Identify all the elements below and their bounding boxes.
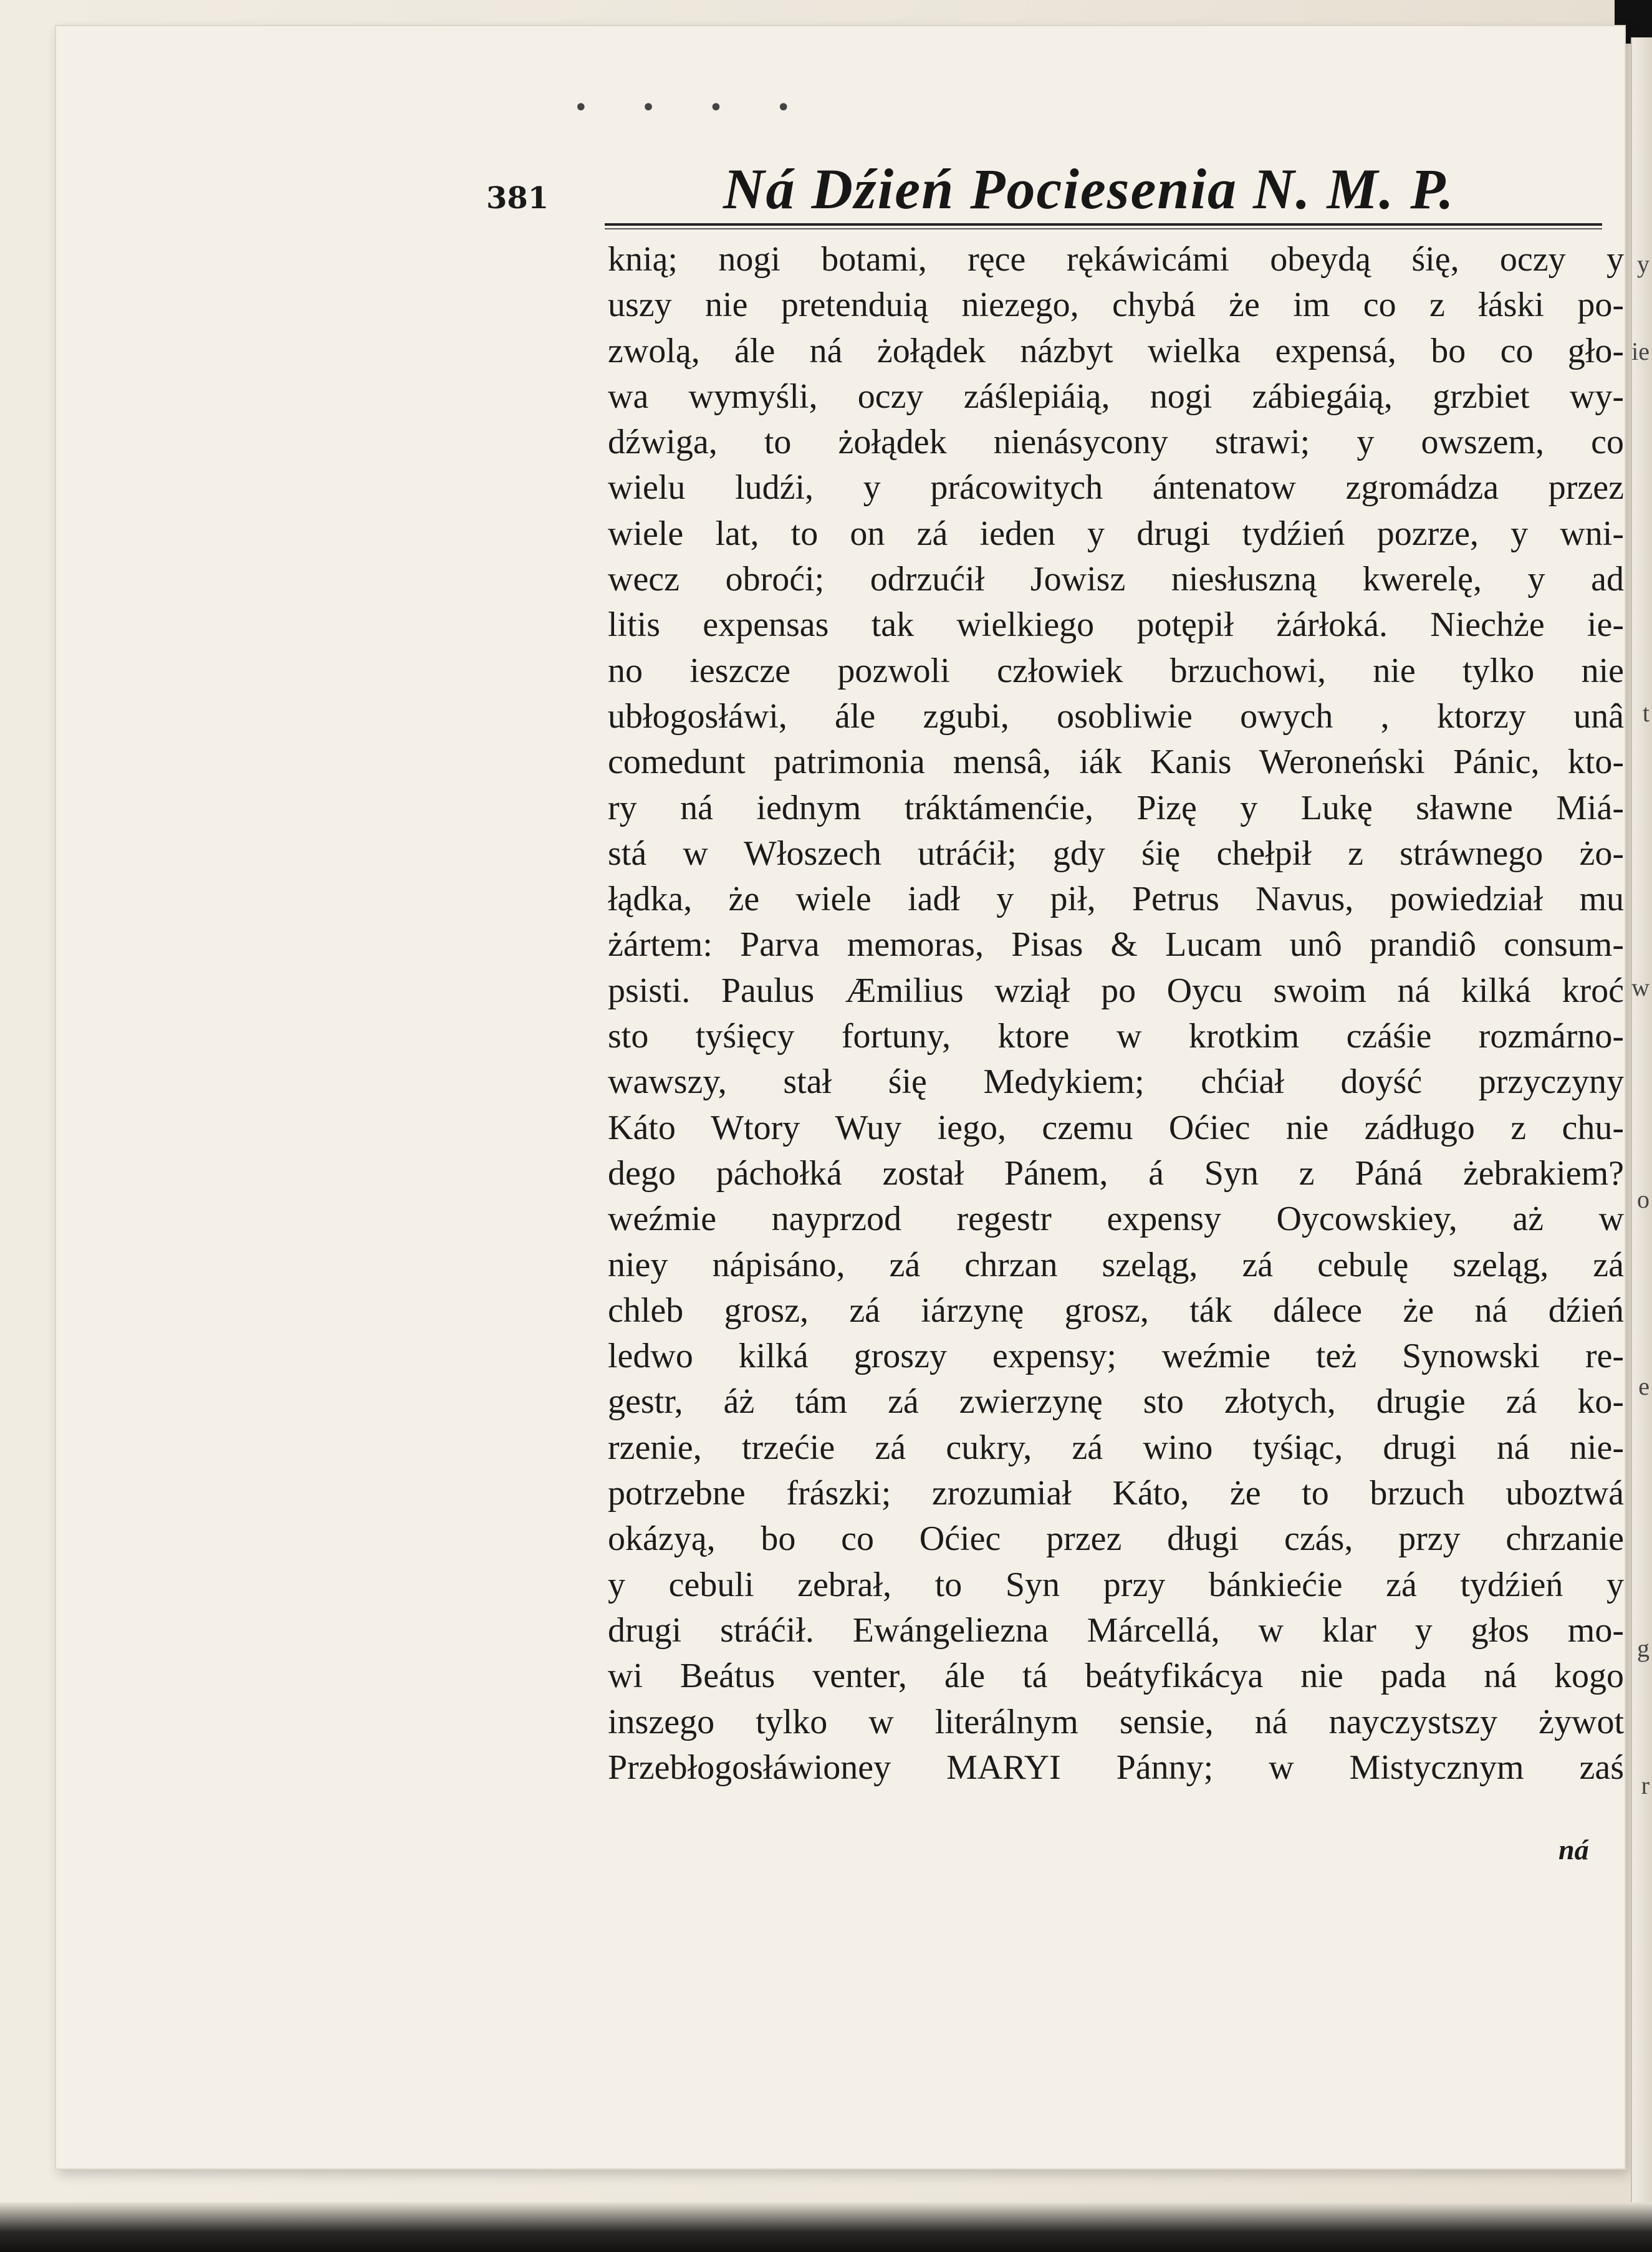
margin-fragment: o xyxy=(1637,1185,1650,1213)
text-line: sto tyśięcy fortuny, ktore w krotkim czáśie rozmárno- xyxy=(608,1017,1624,1056)
text-line: chleb grosz, zá iárzynę grosz, ták dálece że ná dźień xyxy=(608,1291,1624,1330)
text-line: wa wymyśli, oczy záślepiáią, nogi zábiegáią, grzbiet wy- xyxy=(608,377,1624,416)
text-line: y cebuli zebrał, to Syn przy bánkiećie zá tydźień y xyxy=(608,1565,1624,1604)
text-line: wawszy, stał śię Medykiem; chćiał doyść przyczyny xyxy=(608,1062,1624,1102)
text-line: wi Beátus venter, ále tá beátyfikácya nie pada ná kogo xyxy=(608,1657,1624,1696)
text-line: okázyą, bo co Oćiec przez długi czás, przy chrzanie xyxy=(608,1519,1624,1559)
margin-fragment: t xyxy=(1642,699,1650,727)
text-line: stá w Włoszech utráćił; gdy śię chełpił z stráwnego żo- xyxy=(608,834,1624,873)
text-line: inszego tylko w literálnym sensie, ná nayczystszy żywot xyxy=(608,1702,1624,1741)
text-line: żártem: Parva memoras, Pisas & Lucam unô prandiô consum- xyxy=(608,925,1624,965)
text-line: wielu ludźi, y prácowitych ántenatow zgromádza przez xyxy=(608,468,1624,508)
text-line: comedunt patrimonia mensâ, iák Kanis Weroneński Pánic, kto- xyxy=(608,743,1624,782)
header-rule-thin xyxy=(605,228,1602,229)
text-line: uszy nie pretenduią niezego, chybá że im co z łáski po- xyxy=(608,286,1624,325)
text-line: Przebłogosłáwioney MARYI Pánny; w Mistycznym zaś xyxy=(608,1748,1624,1787)
text-line: ubłogosłáwi, ále zgubi, osobliwie owych , ktorzy unâ xyxy=(608,696,1624,736)
text-line: rzenie, trzećie zá cukry, zá wino tyśiąc, drugi ná nie- xyxy=(608,1428,1624,1467)
margin-fragment: w xyxy=(1631,973,1650,1001)
text-line: no ieszcze pozwoli człowiek brzuchowi, nie tylko nie xyxy=(608,651,1624,690)
text-line: potrzebne frászki; zrozumiał Káto, że to brzuch uboztwá xyxy=(608,1474,1624,1513)
body-text xyxy=(608,237,1624,1791)
page-header xyxy=(486,142,1608,221)
text-line: gestr, áż tám zá zwierzynę sto złotych, drugie zá ko- xyxy=(608,1382,1624,1422)
text-line: weźmie nayprzod regestr expensy Oycowskiey, aż w xyxy=(608,1200,1624,1239)
text-line: zwolą, ále ná żołądek názbyt wielka expensá, bo co gło- xyxy=(608,331,1624,370)
text-line: knią; nogi botami, ręce rękáwicámi obeydą śię, oczy y xyxy=(608,240,1624,279)
text-line: ry ná iednym tráktámenćie, Pizę y Lukę sławne Miá- xyxy=(608,788,1624,827)
margin-fragment: ie xyxy=(1631,337,1650,365)
header-rule xyxy=(605,223,1602,226)
text-line: litis expensas tak wielkiego potępił żárłoká. Niechże ie- xyxy=(608,605,1624,645)
text-line: dźwiga, to żołądek nienásycony strawi; y owszem, co xyxy=(608,423,1624,462)
margin-fragment: e xyxy=(1638,1372,1650,1400)
text-line: łądka, że wiele iadł y pił, Petrus Navus, powiedział mu xyxy=(608,880,1624,919)
text-line: psisti. Paulus Æmilius wziął po Oycu swoim ná kilká kroć xyxy=(608,971,1624,1010)
text-line: Káto Wtory Wuy iego, czemu Oćiec nie zádługo z chu- xyxy=(608,1108,1624,1147)
margin-fragment: r xyxy=(1641,1771,1650,1799)
ornament-dots: • • • • xyxy=(574,94,814,122)
page-number: 381 xyxy=(486,181,549,216)
catchword: ná xyxy=(1558,1834,1589,1865)
running-head: Ná Dźień Pociesenia N. M. P. xyxy=(723,157,1455,221)
text-line: dego páchołká został Pánem, á Syn z Páná żebrakiem? xyxy=(608,1153,1624,1193)
text-line: niey nápisáno, zá chrzan szeląg, zá cebulę szeląg, zá xyxy=(608,1245,1624,1284)
scan-bottom-edge xyxy=(0,2202,1652,2252)
margin-fragment: g xyxy=(1637,1634,1650,1662)
text-line: drugi stráćił. Ewángeliezna Márcellá, w klar y głos mo- xyxy=(608,1610,1624,1650)
text-line: wiele lat, to on zá ieden y drugi tydźień pozrze, y wni- xyxy=(608,514,1624,553)
margin-fragment: y xyxy=(1637,250,1650,278)
text-line: wecz obroći; odrzućił Jowisz niesłuszną kwerelę, y ad xyxy=(608,560,1624,599)
text-line: ledwo kilká groszy expensy; weźmie też Synowski re- xyxy=(608,1337,1624,1376)
